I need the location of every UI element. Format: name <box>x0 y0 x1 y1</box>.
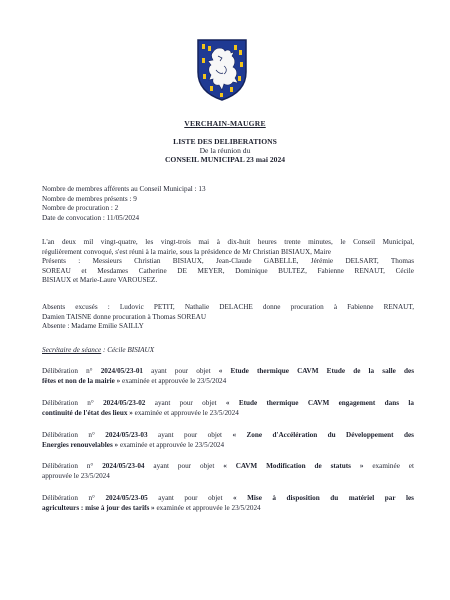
deliberation-item: Délibération n° 2024/05/23-05 ayant pour objet « Mise à disposition du matériel par les agriculteurs : mise à jour des tarifs » examinée et approuvée le 23/5/2024 <box>42 494 414 512</box>
deliberation-object: fêtes et non de la mairie » <box>42 376 121 385</box>
deliberation-prefix: Délibération n° <box>42 367 93 375</box>
members-total: Nombre de membres afférents au Conseil Municipal : 13 <box>42 185 206 193</box>
deliberation-object: « Zone d'Accélération du Développement des <box>232 431 414 439</box>
deliberation-object: « CAVM Modification de statuts » <box>223 462 364 470</box>
deliberation-object: continuité de l'état des lieux » <box>42 408 133 417</box>
deliberation-approval: examinée et <box>363 462 414 470</box>
deliberation-number: 2024/05/23-01 <box>100 367 144 375</box>
absent-line: Damien TAISNE donne procuration à Thomas SOREAU <box>42 312 207 321</box>
deliberation-item: Délibération n° 2024/05/23-02 ayant pour objet « Etude thermique CAVM engagement dans la continuité de l'état des lieux » examinée et approuvée le 23/5/2024 <box>42 399 414 417</box>
deliberation-object: Energies renouvelables » <box>42 440 119 449</box>
council-session-line: CONSEIL MUNICIPAL 23 mai 2024 <box>164 155 286 164</box>
deliberation-item: Délibération n° 2024/05/23-01 ayant pour objet « Etude thermique CAVM Etude de la salle des fêtes et non de la mairie » examinée et approuvée le 23/5/2024 <box>42 367 414 385</box>
deliberation-prefix: Délibération n° <box>42 431 95 439</box>
intro-paragraph <box>42 238 414 286</box>
intro-line: SOREAU et Mesdames Catherine DE MEYER, Dominique BULTEZ, Fabienne RENAUT, Cécile <box>42 266 414 275</box>
secretary-name: Cécile BISIAUX <box>107 346 155 354</box>
deliberation-object: « Etude thermique CAVM Etude de la salle des <box>218 367 414 375</box>
deliberation-approval: examinée et approuvée le 23/5/2024 <box>154 503 261 512</box>
secretary-separator: : <box>101 346 108 354</box>
deliberation-approval: examinée et approuvée le 23/5/2024 <box>132 408 239 417</box>
deliberation-prefix: Délibération n° <box>42 399 94 407</box>
deliberation-item: Délibération n° 2024/05/23-04 ayant pour objet « CAVM Modification de statuts » examinée et approuvée le 23/5/2024 <box>42 462 414 480</box>
document-title: LISTE DES DELIBERATIONS <box>173 137 277 146</box>
intro-line: régulièrement convoqué, s'est réuni à la mairie, sous la présidence de Mr Christian BISIAUX, Maire <box>42 247 331 256</box>
convocation-date: Date de convocation : 11/05/2024 <box>42 213 140 222</box>
deliberation-prefix: Délibération n° <box>42 494 95 502</box>
commune-name: VERCHAIN-MAUGRE <box>184 119 266 128</box>
document-subtitle: De la réunion du <box>199 146 251 155</box>
coat-of-arms-icon <box>196 38 248 102</box>
members-present: Nombre de membres présents : 9 <box>42 194 137 203</box>
deliberation-object: agriculteurs : mise à jour des tarifs » <box>42 503 155 512</box>
absent-line: Absente : Madame Emilie SAILLY <box>42 322 144 331</box>
proxy-count: Nombre de procuration : 2 <box>42 204 119 213</box>
intro-line: L'an deux mil vingt-quatre, les vingt-trois mai à dix-huit heures trente minutes, le Conseil Municipal, <box>42 238 414 246</box>
deliberation-object: « Mise à disposition du matériel par les <box>233 494 414 502</box>
deliberation-approval: examinée et approuvée le 23/5/2024 <box>118 440 225 449</box>
secretary-line <box>42 346 412 356</box>
deliberation-number: 2024/05/23-02 <box>103 399 146 407</box>
absent-line: Absents excusés : Ludovic PETIT, Nathalie DELACHE donne procuration à Fabienne RENAUT, <box>42 303 414 311</box>
deliberation-number: 2024/05/23-04 <box>102 462 145 470</box>
deliberation-approval: examinée et approuvée le 23/5/2024 <box>120 376 227 385</box>
deliberation-prefix: Délibération n° <box>42 462 94 470</box>
deliberation-number: 2024/05/23-03 <box>105 431 148 439</box>
deliberation-number: 2024/05/23-05 <box>105 494 148 502</box>
secretary-label: Secrétaire de séance <box>42 346 102 354</box>
deliberation-object: « Etude thermique CAVM engagement dans la <box>225 399 414 407</box>
intro-line: Présents : Messieurs Christian BISIAUX, Jean-Claude GABELLE, Jérémie DELSART, Thomas <box>42 257 414 266</box>
absents-paragraph <box>42 303 414 332</box>
deliberation-item: Délibération n° 2024/05/23-03 ayant pour objet « Zone d'Accélération du Développement des Energies renouvelables » examinée et approuvée le 23/5/2024 <box>42 431 414 449</box>
intro-line: BISIAUX et Marie-Laure VAROUSEZ. <box>42 276 158 285</box>
deliberation-approval: approuvée le 23/5/2024 <box>42 471 110 480</box>
